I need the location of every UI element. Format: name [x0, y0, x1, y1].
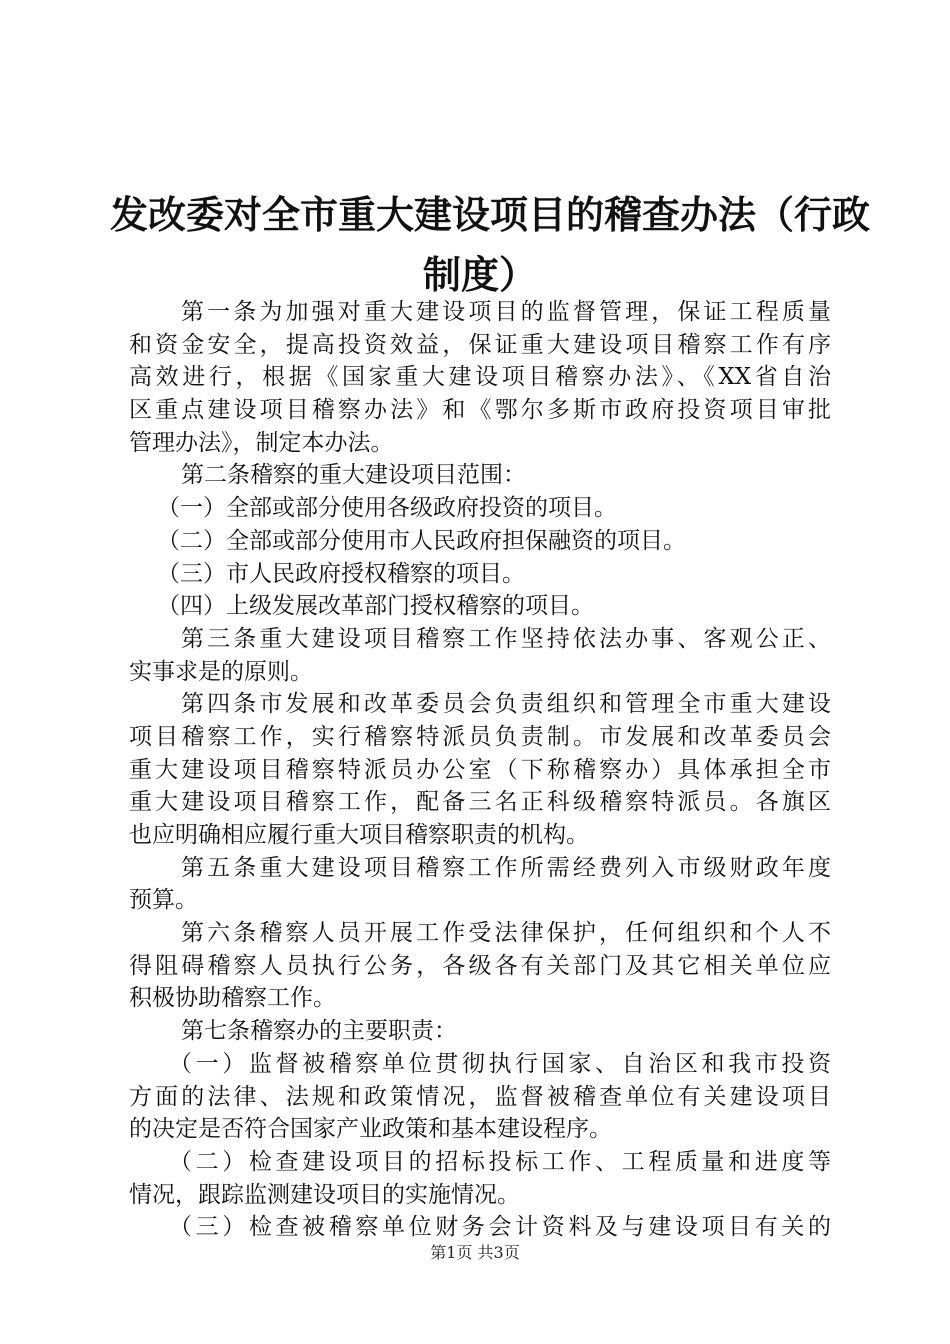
body-line: 第七条稽察办的主要职责： — [181, 1018, 457, 1045]
body-line: 积极协助稽察工作。 — [129, 985, 336, 1012]
body-line: （一）全部或部分使用各级政府投资的项目。 — [157, 495, 617, 522]
body-line: 高效进行，根据《国家重大建设项目稽察办法》、《XX省自治 — [129, 364, 831, 391]
body-line: （三）市人民政府授权稽察的项目。 — [157, 560, 525, 587]
body-line: 第三条重大建设项目稽察工作坚持依法办事、客观公正、 — [181, 625, 831, 652]
body-line: 重大建设项目稽察特派员办公室（下称稽察办）具体承担全市 — [129, 756, 831, 783]
body-line: （二）检查建设项目的招标投标工作、工程质量和进度等 — [169, 1148, 831, 1175]
body-line: 项目稽察工作，实行稽察特派员负责制。市发展和改革委员会 — [129, 723, 831, 750]
body-line: 和资金安全，提高投资效益，保证重大建设项目稽察工作有序 — [129, 331, 831, 358]
document-title-line2: 制度） — [422, 252, 537, 297]
body-line: 预算。 — [129, 887, 198, 914]
body-line: （四）上级发展改革部门授权稽察的项目。 — [157, 593, 594, 620]
body-line: 管理办法》，制定本办法。 — [129, 429, 394, 456]
body-line: 的决定是否符合国家产业政策和基本建设程序。 — [129, 1116, 612, 1143]
body-line: 第四条市发展和改革委员会负责组织和管理全市重大建设 — [181, 691, 831, 718]
body-line: 方面的法律、法规和政策情况，监督被稽查单位有关建设项目 — [129, 1083, 831, 1110]
body-line: 第五条重大建设项目稽察工作所需经费列入市级财政年度 — [181, 854, 831, 881]
document-title-line1: 发改委对全市重大建设项目的稽查办法（行政 — [110, 192, 871, 237]
body-line: （二）全部或部分使用市人民政府担保融资的项目。 — [157, 527, 686, 554]
body-line: 也应明确相应履行重大项目稽察职责的机构。 — [129, 822, 589, 848]
body-line: 第一条为加强对重大建设项目的监督管理，保证工程质量 — [181, 299, 831, 325]
body-line: （三）检查被稽察单位财务会计资料及与建设项目有关的 — [169, 1214, 831, 1241]
body-line: 区重点建设项目稽察办法》和《鄂尔多斯市政府投资项目审批 — [129, 397, 831, 424]
body-line: 实事求是的原则。 — [129, 658, 313, 685]
body-line: 重大建设项目稽察工作，配备三名正科级稽察特派员。各旗区 — [129, 789, 831, 816]
body-line: 第二条稽察的重大建设项目范围： — [181, 462, 526, 489]
body-line: 第六条稽察人员开展工作受法律保护，任何组织和个人不 — [181, 920, 831, 947]
page-footer: 第1页 共3页 — [430, 1243, 520, 1262]
body-line: 情况，跟踪监测建设项目的实施情况。 — [129, 1181, 520, 1208]
body-line: （一）监督被稽察单位贯彻执行国家、自治区和我市投资 — [169, 1050, 831, 1077]
body-line: 得阻碍稽察人员执行公务，各级各有关部门及其它相关单位应 — [129, 952, 831, 979]
document-body — [129, 296, 831, 1244]
